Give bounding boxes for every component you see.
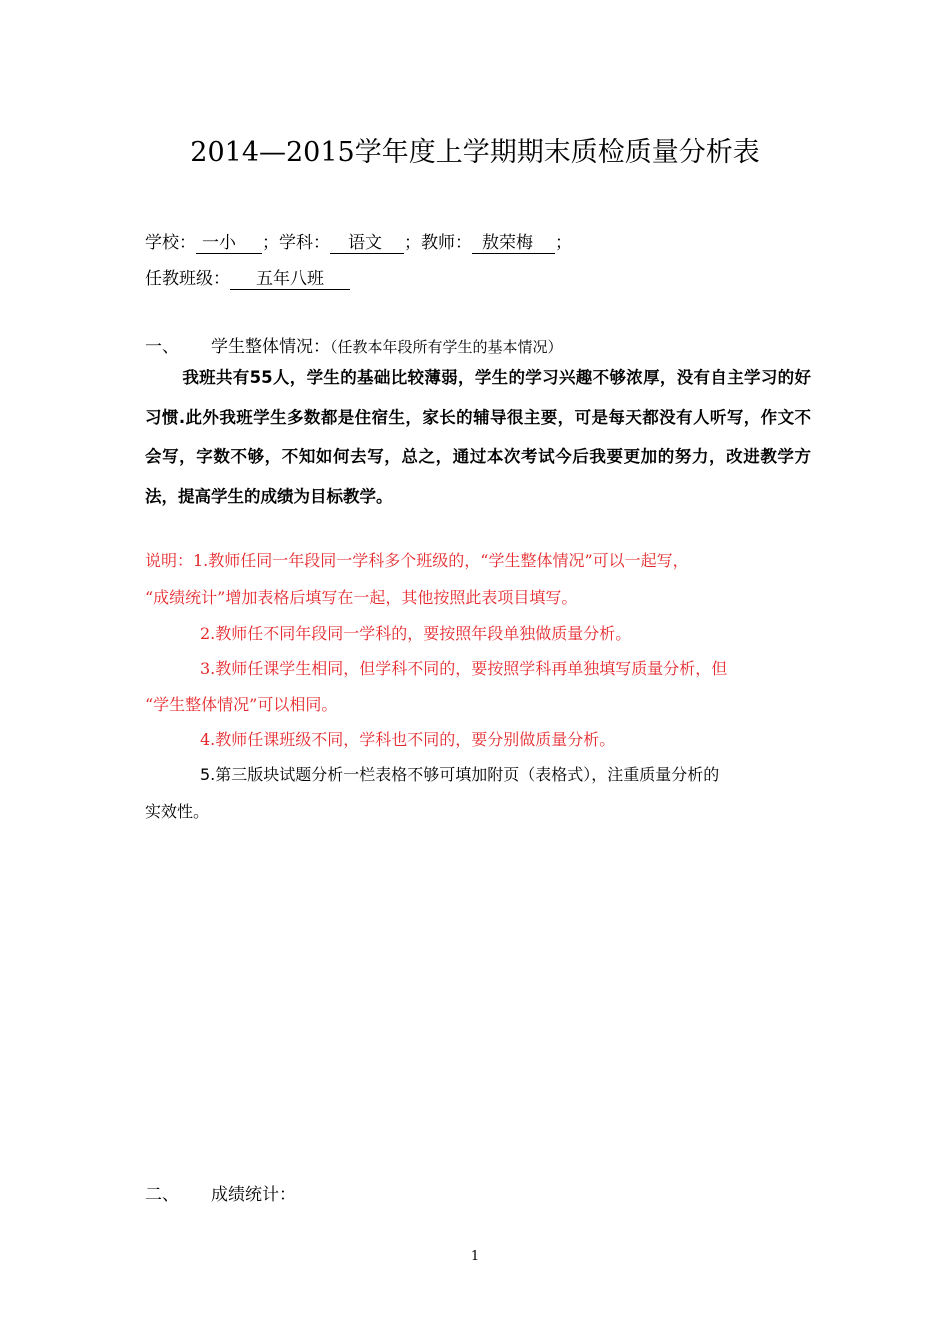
instruction-line-4: 3.教师任课学生相同，但学科不同的，要按照学科再单独填写质量分析，但 bbox=[200, 659, 728, 678]
instruction-line-6: 4.教师任课班级不同，学科也不同的，要分别做质量分析。 bbox=[200, 730, 616, 749]
section-2-number: 二、 bbox=[145, 1185, 179, 1205]
instruction-line-2: “成绩统计”增加表格后填写在一起，其他按照此表项目填写。 bbox=[145, 588, 578, 607]
section-2-heading bbox=[145, 1180, 296, 1205]
subject-field: 语文 bbox=[330, 234, 404, 254]
class-field: 五年八班 bbox=[230, 270, 350, 290]
info-line-class bbox=[145, 264, 350, 290]
instruction-line-1: 说明：1.教师任同一年段同一学科多个班级的，“学生整体情况”可以一起写， bbox=[145, 551, 689, 570]
section-1-number: 一、 bbox=[145, 337, 179, 357]
section-1-paragraph bbox=[145, 358, 811, 516]
page-number: 1 bbox=[470, 1249, 480, 1264]
instruction-line-5: “学生整体情况”可以相同。 bbox=[145, 695, 338, 714]
section-1-heading bbox=[145, 332, 563, 357]
subject-label: ；学科： bbox=[262, 233, 330, 253]
instruction-line-8: 实效性。 bbox=[145, 802, 210, 821]
section-1-note: （任教本年段所有学生的基本情况） bbox=[330, 338, 563, 356]
teacher-label: ；教师： bbox=[404, 233, 472, 253]
class-label: 任教班级： bbox=[145, 269, 230, 289]
school-label: 学校： bbox=[145, 233, 196, 253]
page-title: 2014—2015学年度上学期期末质检质量分析表 bbox=[190, 137, 760, 168]
end-semicolon: ； bbox=[555, 233, 572, 253]
school-field: 一小 bbox=[196, 234, 262, 254]
instruction-line-7: 5.第三版块试题分析一栏表格不够可填加附页（表格式），注重质量分析的 bbox=[200, 765, 720, 784]
info-line-school bbox=[145, 228, 572, 254]
teacher-field: 敖荣梅 bbox=[472, 234, 555, 254]
section-1-title: 学生整体情况： bbox=[211, 337, 330, 357]
section-2-title: 成绩统计： bbox=[211, 1185, 296, 1205]
section-1-paragraph-text: 我班共有55人，学生的基础比较薄弱，学生的学习兴趣不够浓厚，没有自主学习的好习惯.此外我班学生多数都是住宿生，家长的辅导很主要，可是每天都没有人听写，作文不会写，字数不够，不知如何去写，总之，通过本次考试今后我要更加的努力，改进教学方法，提高学生的成绩为目标教学。 bbox=[145, 368, 811, 506]
instruction-line-3: 2.教师任不同年段同一学科的，要按照年段单独做质量分析。 bbox=[200, 624, 632, 643]
